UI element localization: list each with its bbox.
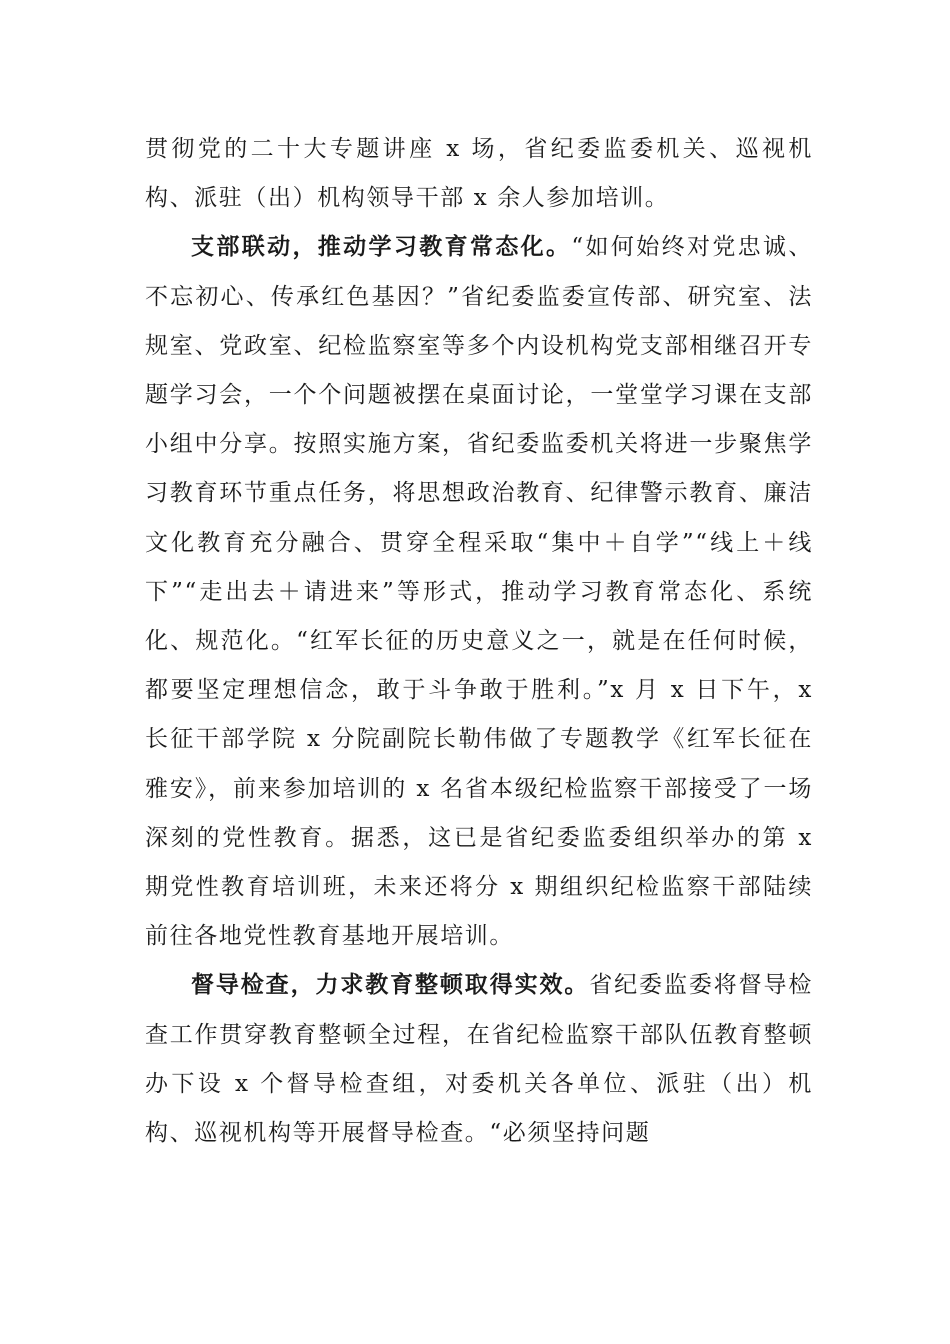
paragraph-2-text: “如何始终对党忠诚、不忘初心、传承红色基因？”省纪委监委宣传部、研究室、法规室、党政室、纪检监察室等多个内设机构党支部相继召开专题学习会，一个个问题被摆在桌面讨论，一堂堂学习课在支部小组中分享。按照实施方案，省纪委监委机关将进一步聚焦学习教育环节重点任务，将思想政治教育、纪律警示教育、廉洁文化教育充分融合、贯穿全程采取“集中＋自学”“线上＋线下”“走出去＋请进来”等形式，推动学习教育常态化、系统化、规范化。“红军长征的历史意义之一，就是在任何时候，都要坚定理想信念，敢于斗争敢于胜利。”x 月 x 日下午，x 长征干部学院 x 分院副院长勒伟做了专题教学《红军长征在雅安》，前来参加培训的 x 名省本级纪检监察干部接受了一场深刻的党性教育。据悉，这已是省纪委监委组织举办的第 x 期党性教育培训班，未来还将分 x 期组织纪检监察干部陆续前往各地党性教育基地开展培训。 [145,234,814,950]
paragraph-2-lead: 支部联动，推动学习教育常态化。 [191,234,572,261]
paragraph-3-lead: 督导检查，力求教育整顿取得实效。 [191,972,590,999]
paragraph-1 [145,125,813,223]
paragraph-1-text: 贯彻党的二十大专题讲座 x 场，省纪委监委机关、巡视机构、派驻（出）机构领导干部 x 余人参加培训。 [145,136,813,212]
paragraph-2 [145,223,813,961]
document-body [145,125,813,1158]
paragraph-3-text: 省纪委监委将督导检查工作贯穿教育整顿全过程，在省纪检监察干部队伍教育整顿办下设 x 个督导检查组，对委机关各单位、派驻（出）机构、巡视机构等开展督导检查。“必须坚持问题 [145,972,813,1147]
paragraph-3 [145,961,813,1158]
